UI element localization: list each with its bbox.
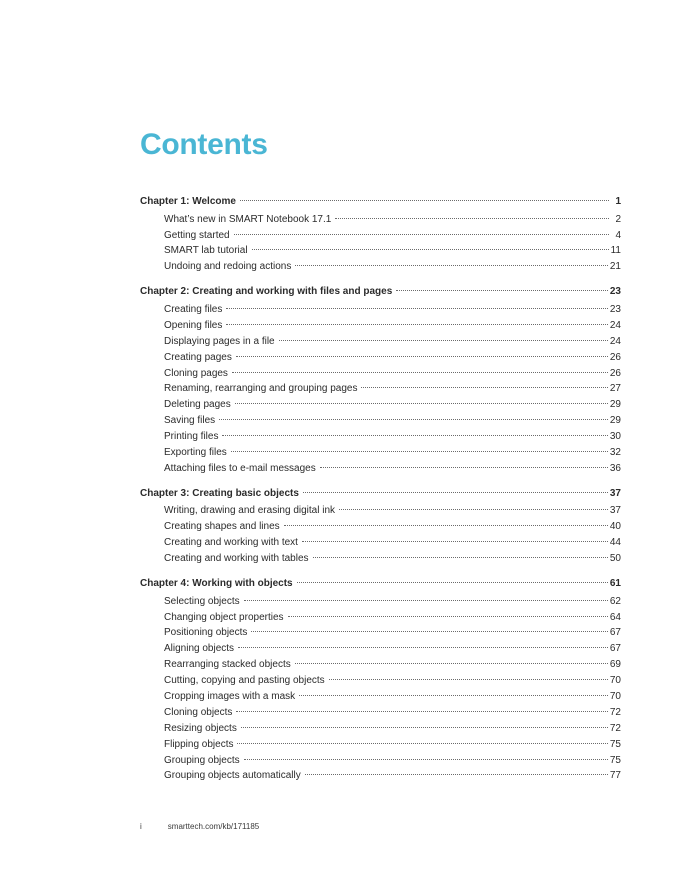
dot-leader [299,695,608,696]
toc-chapter-entry-page-number: 37 [609,487,621,499]
toc-section-entry[interactable] [140,768,621,784]
toc-section-entry-page-number: 75 [609,754,621,766]
toc-section-entry-page-number: 36 [609,462,621,474]
toc-section-entry-page-number: 44 [609,537,621,549]
toc-chapter-entry-page-number: 23 [609,286,621,298]
dot-leader [339,509,608,510]
table-of-contents [140,192,621,784]
toc-section-entry-title: Rearranging stacked objects [164,659,291,671]
toc-chapter-entry-title: Chapter 4: Working with objects [140,577,293,589]
toc-section-entry-page-number: 21 [609,261,621,273]
toc-section-entry[interactable] [140,673,621,689]
toc-section-entry[interactable] [140,721,621,737]
toc-chapter [140,282,621,476]
footer-page-number: i [140,822,142,831]
toc-section-entry-page-number: 26 [609,367,621,379]
toc-section-entry[interactable] [140,429,621,445]
toc-section-entry-title: SMART lab tutorial [164,245,248,257]
dot-leader [232,372,608,373]
toc-section-entry[interactable] [140,259,621,275]
dot-leader [361,387,607,388]
toc-chapter-entry-title: Chapter 1: Welcome [140,196,236,207]
toc-section-entry-title: Cutting, copying and pasting objects [164,675,325,687]
dot-leader [226,308,608,309]
toc-section-entry[interactable] [140,461,621,477]
toc-section-entry-title: Undoing and redoing actions [164,261,292,273]
toc-section-entry-page-number: 29 [609,399,621,411]
toc-section-entry[interactable] [140,657,621,673]
dot-leader [226,324,608,325]
toc-section-entry-page-number: 30 [609,431,621,443]
toc-section-entry[interactable] [140,397,621,413]
toc-section-entry[interactable] [140,302,621,318]
toc-section-entry-page-number: 29 [609,415,621,427]
dot-leader [244,600,608,601]
dot-leader [240,200,609,201]
toc-section-entry[interactable] [140,228,621,244]
dot-leader [303,492,608,493]
dot-leader [320,467,608,468]
toc-section-entry-title: Attaching files to e-mail messages [164,462,316,474]
dot-leader [222,435,607,436]
footer-url[interactable]: smarttech.com/kb/171185 [167,822,260,831]
toc-section-entry-title: Resizing objects [164,722,237,734]
dot-leader [329,679,608,680]
toc-section-entry-page-number: 2 [615,213,621,225]
toc-section-entry-page-number: 70 [609,675,621,687]
dot-leader [288,616,608,617]
toc-section-entry-title: Renaming, rearranging and grouping pages [164,383,358,395]
dot-leader [244,759,608,760]
toc-section-entry-page-number: 77 [609,770,621,782]
toc-section-entry-page-number: 72 [609,722,621,734]
dot-leader [302,541,608,542]
toc-section-entry-title: Flipping objects [164,738,234,750]
dot-leader [235,403,608,404]
toc-section-entry[interactable] [140,503,621,519]
toc-chapter-entry[interactable] [140,192,621,212]
toc-chapter-entry-title: Chapter 3: Creating basic objects [140,487,299,499]
toc-section-entry-page-number: 72 [609,706,621,718]
dot-leader [219,419,608,420]
toc-section-entry-page-number: 64 [609,611,621,623]
toc-section-entry-page-number: 75 [609,738,621,750]
toc-section-entry-page-number: 24 [609,319,621,331]
toc-section-entry-page-number: 4 [615,229,621,241]
toc-section-entry-title: Getting started [164,229,230,241]
toc-section-entry-page-number: 32 [609,446,621,458]
toc-section-entry-title: Changing object properties [164,611,284,623]
toc-section-entry[interactable] [140,689,621,705]
toc-chapter [140,484,621,567]
dot-leader [231,451,608,452]
toc-section-entry[interactable] [140,212,621,228]
toc-section-entry-title: What’s new in SMART Notebook 17.1 [164,213,332,225]
toc-chapter [140,574,621,784]
toc-chapter-entry[interactable] [140,282,621,302]
toc-section-entry[interactable] [140,334,621,350]
dot-leader [237,743,607,744]
toc-section-entry[interactable] [140,551,621,567]
toc-section-entry[interactable] [140,705,621,721]
toc-section-entry[interactable] [140,641,621,657]
toc-section-entry-title: Creating files [164,303,223,315]
toc-section-entry-page-number: 69 [609,659,621,671]
toc-section-entry[interactable] [140,366,621,382]
toc-section-entry-title: Aligning objects [164,643,235,655]
toc-section-entry[interactable] [140,737,621,753]
toc-section-entry-page-number: 37 [609,505,621,517]
toc-chapter-entry-page-number: 1 [615,196,621,207]
dot-leader [241,727,608,728]
toc-section-entry-title: Deleting pages [164,399,231,411]
dot-leader [236,711,608,712]
toc-section-entry[interactable] [140,243,621,259]
toc-section-entry-title: Creating and working with text [164,537,298,549]
dot-leader [295,265,608,266]
toc-section-entry-title: Exporting files [164,446,227,458]
toc-section-entry[interactable] [140,753,621,769]
toc-section-entry-page-number: 62 [609,595,621,607]
toc-section-entry[interactable] [140,350,621,366]
toc-section-entry-title: Grouping objects automatically [164,770,301,782]
toc-section-entry-page-number: 11 [610,245,621,257]
page-footer [140,822,259,831]
dot-leader [335,218,609,219]
toc-section-entry-title: Cloning pages [164,367,228,379]
toc-section-entry-title: Creating shapes and lines [164,521,280,533]
toc-section-entry-title: Printing files [164,431,219,443]
toc-section-entry[interactable] [140,535,621,551]
toc-section-entry-title: Grouping objects [164,754,240,766]
toc-section-entry[interactable] [140,610,621,626]
toc-section-entry-page-number: 40 [609,521,621,533]
toc-chapter-entry[interactable] [140,574,621,594]
dot-leader [313,557,608,558]
toc-chapter [140,192,621,275]
toc-section-entry-page-number: 23 [609,303,621,315]
toc-section-entry[interactable] [140,594,621,610]
toc-section-entry-page-number: 70 [609,691,621,703]
dot-leader [238,647,608,648]
dot-leader [252,249,609,250]
dot-leader [234,234,609,235]
toc-section-entry-title: Creating and working with tables [164,553,309,565]
toc-section-entry-title: Cropping images with a mask [164,691,296,703]
toc-section-entry[interactable] [140,381,621,397]
toc-section-entry-page-number: 50 [609,553,621,565]
toc-section-entry-title: Saving files [164,415,216,427]
dot-leader [295,663,608,664]
toc-chapter-entry[interactable] [140,484,621,504]
dot-leader [297,582,608,583]
page-title: Contents [140,128,268,161]
toc-section-entry-title: Opening files [164,319,223,331]
dot-leader [396,290,608,291]
toc-section-entry[interactable] [140,318,621,334]
toc-section-entry[interactable] [140,519,621,535]
toc-section-entry-page-number: 67 [609,627,621,639]
toc-section-entry[interactable] [140,625,621,641]
toc-section-entry-title: Writing, drawing and erasing digital ink [164,505,336,517]
dot-leader [279,340,608,341]
toc-section-entry[interactable] [140,445,621,461]
dot-leader [251,631,607,632]
toc-section-entry-title: Displaying pages in a file [164,335,275,347]
toc-section-entry-title: Selecting objects [164,595,240,607]
toc-section-entry[interactable] [140,413,621,429]
toc-section-entry-page-number: 24 [609,335,621,347]
toc-section-entry-title: Positioning objects [164,627,248,639]
toc-section-entry-page-number: 26 [609,351,621,363]
toc-chapter-entry-page-number: 61 [609,577,621,589]
toc-section-entry-page-number: 67 [609,643,621,655]
toc-section-entry-title: Creating pages [164,351,232,363]
dot-leader [305,774,608,775]
dot-leader [236,356,608,357]
dot-leader [284,525,608,526]
toc-section-entry-page-number: 27 [609,383,621,395]
toc-section-entry-title: Cloning objects [164,706,233,718]
toc-chapter-entry-title: Chapter 2: Creating and working with files and pages [140,286,393,298]
